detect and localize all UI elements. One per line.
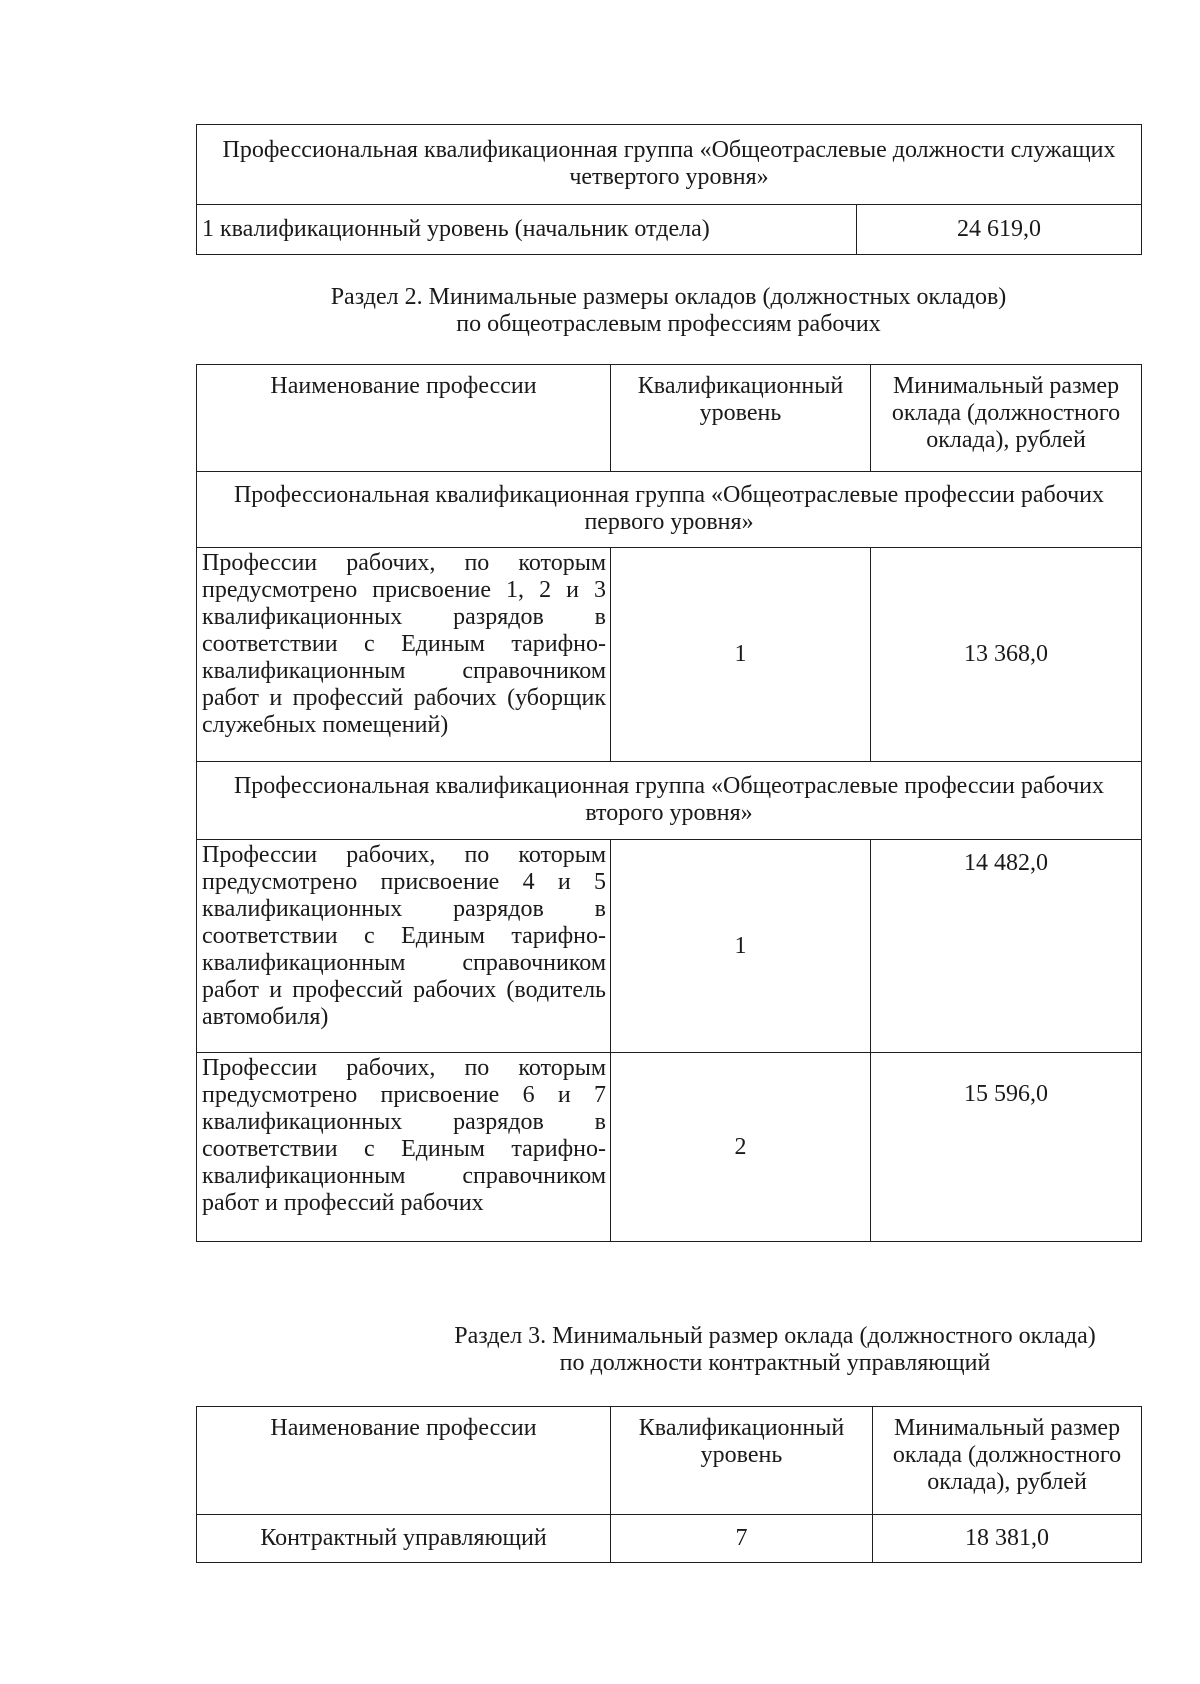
qualification-level-name: 1 квалификационный уровень (начальник отдела) (197, 205, 857, 255)
table-row (197, 548, 1142, 762)
group-header-workers-level1: Профессиональная квалификационная группа «Общеотраслевые профессии рабочих первого уровня» (197, 472, 1142, 548)
salary-value: 13 368,0 (871, 548, 1142, 762)
table-group-row (197, 125, 1142, 205)
profession-name: Профессии рабочих, по которым предусмотрено присвоение 6 и 7 квалификационных разрядов в соответствии с Единым тарифно-квалификационным справочником работ и профессий рабочих (197, 1053, 611, 1242)
section3-heading-line1: Раздел 3. Минимальный размер оклада (должностного оклада) (454, 1323, 1096, 1349)
table-header-row (197, 365, 1142, 472)
salary-value: 15 596,0 (871, 1053, 1142, 1242)
group-header-workers-level2: Профессиональная квалификационная группа «Общеотраслевые профессии рабочих второго уровня» (197, 762, 1142, 840)
table-workers-salaries (196, 364, 1142, 1242)
salary-value: 18 381,0 (873, 1515, 1142, 1563)
column-header-profession: Наименование профессии (197, 365, 611, 472)
column-header-salary: Минимальный размер оклада (должностного оклада), рублей (873, 1407, 1142, 1515)
table-group-row (197, 472, 1142, 548)
table-row (197, 1053, 1142, 1242)
column-header-salary: Минимальный размер оклада (должностного оклада), рублей (871, 365, 1142, 472)
column-header-level: Квалификационный уровень (611, 365, 871, 472)
section2-heading-line1: Раздел 2. Минимальные размеры окладов (должностных окладов) (330, 284, 1007, 310)
table-row (197, 1515, 1142, 1563)
salary-value: 24 619,0 (857, 205, 1142, 255)
profession-name: Контрактный управляющий (197, 1515, 611, 1563)
qualification-level: 7 (611, 1515, 873, 1563)
qualification-level: 1 (611, 548, 871, 762)
profession-name: Профессии рабочих, по которым предусмотрено присвоение 1, 2 и 3 квалификационных разрядов в соответствии с Единым тарифно-квалификационным справочником работ и профессий рабочих (уборщик служебных помещений) (197, 548, 611, 762)
table-header-row (197, 1407, 1142, 1515)
section3-heading (380, 1323, 1170, 1377)
column-header-level: Квалификационный уровень (611, 1407, 873, 1515)
section2-heading-line2: по общеотраслевым профессиям рабочих (456, 311, 881, 337)
section3-heading-line2: по должности контрактный управляющий (559, 1350, 991, 1376)
profession-name: Профессии рабочих, по которым предусмотрено присвоение 4 и 5 квалификационных разрядов в соответствии с Единым тарифно-квалификационным справочником работ и профессий рабочих (водитель автомобиля) (197, 840, 611, 1053)
group-header-servants-level4: Профессиональная квалификационная группа «Общеотраслевые должности служащих четвертого уровня» (197, 125, 1142, 205)
column-header-profession: Наименование профессии (197, 1407, 611, 1515)
section2-heading (196, 284, 1141, 338)
table-servants-level4 (196, 124, 1142, 255)
qualification-level: 2 (611, 1053, 871, 1242)
table-row (197, 205, 1142, 255)
table-row (197, 840, 1142, 1053)
table-contract-manager (196, 1406, 1142, 1563)
qualification-level: 1 (611, 840, 871, 1053)
table-group-row (197, 762, 1142, 840)
salary-value: 14 482,0 (871, 840, 1142, 1053)
